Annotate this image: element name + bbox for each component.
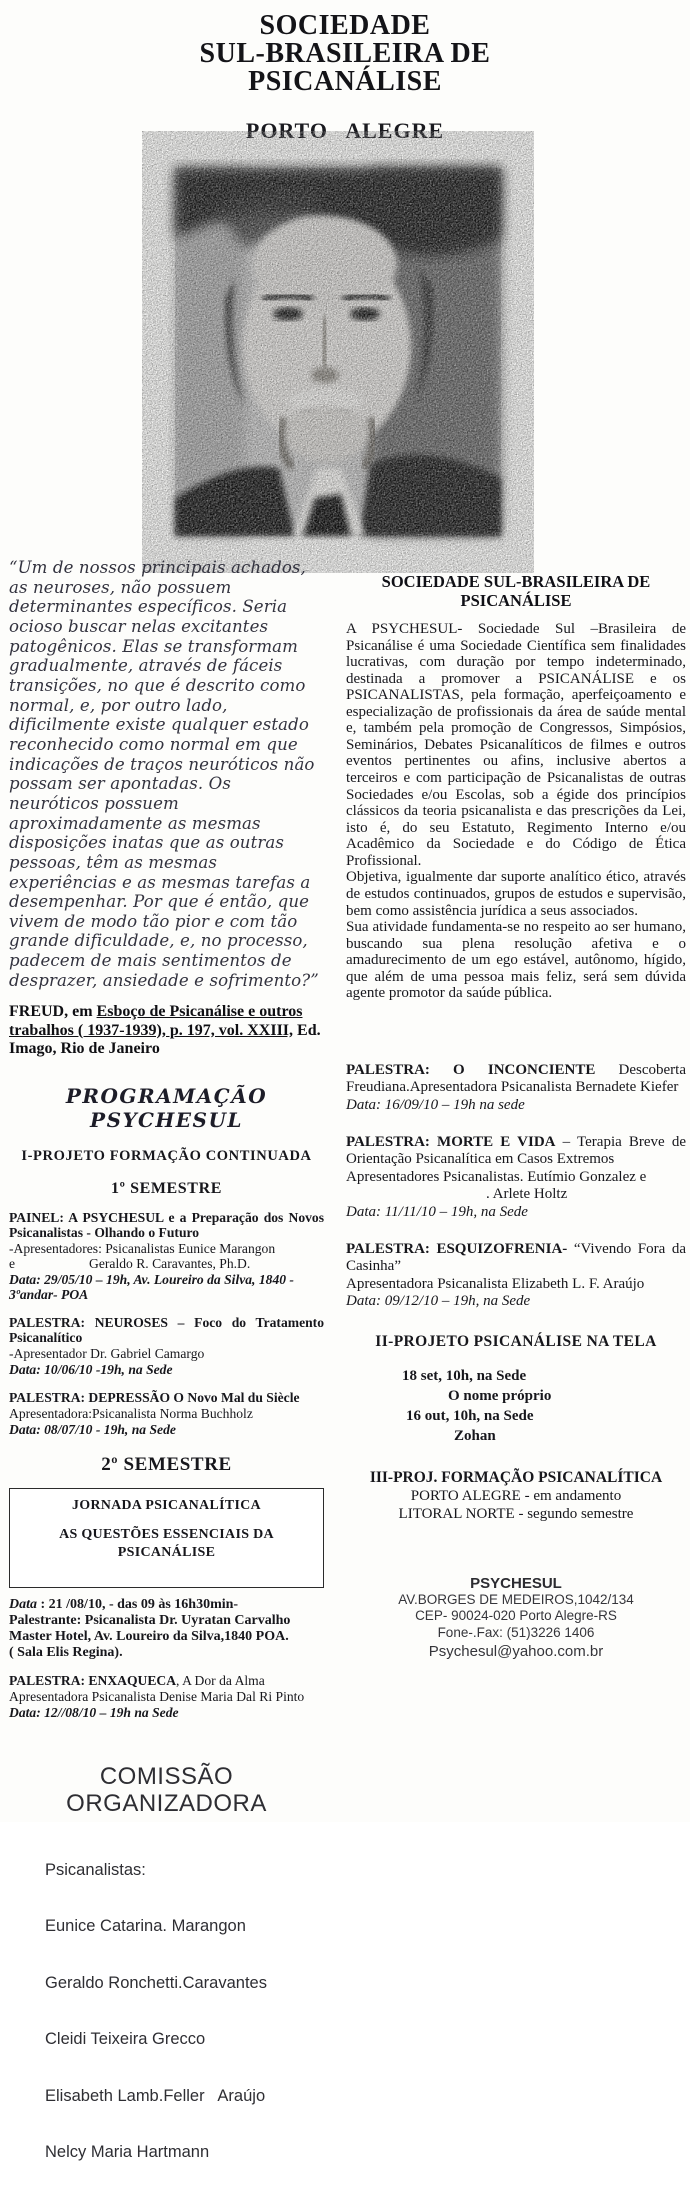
about-body [346, 621, 686, 1002]
contact-phone: Fone-.Fax: (51)3226 1406 [437, 1625, 595, 1641]
content-columns [0, 558, 690, 2199]
right-column [332, 558, 690, 1660]
comissao-heading-line1: COMISSÃO [99, 1763, 234, 1791]
attribution-cited-work: Esboço de Psicanálise e outros trabalhos ( 1937-1939), p. 197, vol. XXIII, [9, 1003, 303, 1039]
jornada-box-subtitle: AS QUESTÕES ESSENCIAIS DA PSICANÁLISE [59, 1527, 274, 1560]
comissao-member: Geraldo Ronchetti.Caravantes [45, 1973, 267, 1992]
event-depressao-presenter: Apresentadora:Psicanalista Norma Buchholz [9, 1406, 253, 1422]
event-painel [9, 1211, 324, 1304]
jornada-date [9, 1597, 324, 1613]
project1-title: I-PROJETO FORMAÇÃO CONTINUADA [21, 1147, 312, 1164]
jornada-box-title: JORNADA PSICANALÍTICA [72, 1497, 261, 1512]
event-neuroses-presenter: -Apresentador Dr. Gabriel Camargo [9, 1346, 205, 1362]
palestra-esquizofrenia-date: Data: 09/12/10 – 19h, na Sede [346, 1293, 531, 1310]
event-painel-presenters2 [9, 1257, 324, 1272]
palestra-inconciente [346, 1062, 686, 1114]
contact-email: Psychesul@yahoo.com.br [428, 1643, 604, 1661]
jornada-details [9, 1597, 324, 1661]
comissao-heading-line2: ORGANIZADORA [66, 1790, 267, 1818]
program-heading: PROGRAMAÇÃO PSYCHESUL [65, 1083, 268, 1132]
palestra-morte-vida-date: Data: 11/11/10 – 19h, na Sede [346, 1203, 528, 1220]
event-enxaqueca-title-bold: PALESTRA: ENXAQUECA [9, 1673, 177, 1689]
comissao-member: Nelcy Maria Hartmann [45, 2143, 210, 2161]
screening-date-1: 18 set, 10h, na Sede [402, 1367, 527, 1384]
contact-cep: CEP- 90024-020 Porto Alegre-RS [415, 1608, 617, 1624]
comissao-member: Elisabeth Lamb.Feller Araújo [45, 2086, 266, 2105]
comissao-label: Psicanalistas: [45, 1861, 146, 1880]
palestra-morte-vida-presenters1: Apresentadores Psicanalistas. Eutímio Gonzalez e [346, 1168, 647, 1185]
contact-address: AV.BORGES DE MEDEIROS,1042/134 [398, 1591, 634, 1607]
semester2-label: 2º SEMESTRE [101, 1454, 232, 1475]
event-depressao [9, 1391, 324, 1438]
page-title-line-1: SOCIEDADE [259, 10, 431, 41]
presenter-name: Geraldo R. Caravantes, Ph.D. [89, 1256, 251, 1272]
about-paragraph-3: Sua atividade fundamenta-se no respeito ao ser humano, buscando sua plena resolução afetiva e o amadurecimento de um ego estável, autônomo, hígido, que além de uma pessoa mais feliz, será sem dúvida agente promotor da saúde pública. [346, 919, 686, 1002]
event-neuroses-date: Data: 10/06/10 -19h, na Sede [9, 1362, 173, 1378]
event-painel-presenters1: -Apresentadores: Psicanalistas Eunice Marangon [9, 1240, 276, 1256]
jornada-date-label: Data [9, 1597, 37, 1612]
palestra-inconciente-date: Data: 16/09/10 – 19h na sede [346, 1096, 525, 1113]
projeto2-schedule [346, 1367, 686, 1445]
city-subtitle: PORTO ALEGRE [245, 118, 445, 143]
palestra-morte-vida-title-bold: PALESTRA: MORTE E VIDA [346, 1134, 556, 1151]
palestra-inconciente-title-rest: Descoberta Freudiana.Apresentadora Psicanalista Bernadete Kiefer [346, 1061, 686, 1096]
palestra-inconciente-title-bold: PALESTRA: O INCONCIENTE [346, 1061, 596, 1078]
contact-block [346, 1575, 686, 1661]
palestra-inconciente-title [346, 1062, 686, 1097]
semester1-label: 1º SEMESTRE [110, 1179, 223, 1197]
jornada-speaker: Palestrante: Psicanalista Dr. Uyratan Carvalho [9, 1613, 291, 1629]
palestra-morte-vida-title [346, 1134, 686, 1169]
jornada-room: ( Sala Elis Regina). [9, 1645, 123, 1661]
event-neuroses-title: PALESTRA: NEUROSES – Foco do Tratamento Psicanalítico [9, 1315, 324, 1346]
projeto3-heading: III-PROJ. FORMAÇÃO PSICANALÍTICA [369, 1468, 663, 1486]
event-enxaqueca-presenter: Apresentadora Psicanalista Denise Maria Dal Ri Pinto [9, 1689, 305, 1705]
comissao-member: Cleidi Teixeira Grecco [45, 2030, 206, 2049]
event-enxaqueca-title-rest: , A Dor da Alma [176, 1673, 265, 1689]
jornada-venue: Master Hotel, Av. Loureiro da Silva,1840 POA. [9, 1629, 289, 1645]
comissao-list [45, 1823, 324, 2199]
palestra-esquizofrenia-title-rest: “Vivendo Fora da Casinha” [346, 1241, 686, 1275]
comissao-section [9, 1763, 324, 2199]
projeto3-section [346, 1469, 686, 1523]
about-paragraph-2: Objetiva, igualmente dar suporte analítico ético, através de estudos continuados, grupos de estudos e supervisão, bem como assistência jurídica a seus associados. [346, 869, 686, 919]
event-depressao-title: PALESTRA: DEPRESSÃO O Novo Mal du Siècle [9, 1390, 300, 1406]
about-paragraph-1: A PSYCHESUL- Sociedade Sul –Brasileira de Psicanálise é uma Sociedade Científica sem finalidades lucrativas, com duração por tempo indeterminado, destinada a promover a PSICANÁLISE e os PSICANALISTAS, pela formação, aperfeiçoamento e especialização de profissionais da área de saúde mental e, também pela promoção de Congressos, Simpósios, Seminários, Debates Psicanalíticos de filmes e outros eventos pertinentes ou afins, inclusive abertos a terceiros e com participação de Psicanalistas de outras Sociedades e/ou Escolas, sob a égide dos princípios clássicos da teoria psicanalista e das prescrições da Lei, isto é, do seu Estatuto, Regimento Interno e/ou Acadêmico da Sociedade e do Código de Ética Profissional. [346, 620, 686, 869]
screening-movie-1: O nome próprio [448, 1387, 552, 1404]
freud-portrait-photo [175, 168, 501, 536]
projeto3-line1: PORTO ALEGRE - em andamento [410, 1487, 622, 1504]
left-column [0, 558, 332, 2199]
event-depressao-date: Data: 08/07/10 - 19h, na Sede [9, 1422, 176, 1438]
attribution-prefix: FREUD, em [9, 1003, 97, 1021]
jornada-box [9, 1488, 324, 1588]
quote-attribution [9, 1003, 324, 1058]
event-painel-title: PAINEL: A PSYCHESUL e a Preparação dos Novos Psicanalistas - Olhando o Futuro [9, 1209, 324, 1240]
palestra-esquizofrenia-title-bold: PALESTRA: ESQUIZOFRENIA- [346, 1241, 568, 1257]
palestra-esquizofrenia-presenter: Apresentadora Psicanalista Elizabeth L. F. Araújo [346, 1275, 645, 1292]
jornada-date-rest: : 21 /08/10, - das 09 às 16h30min- [37, 1597, 239, 1612]
event-neuroses [9, 1316, 324, 1378]
event-painel-date: Data: 29/05/10 – 19h, Av. Loureiro da Silva, 1840 - 3ºandar- POA [9, 1272, 294, 1303]
event-enxaqueca-date: Data: 12//08/10 – 19h na Sede [9, 1705, 179, 1721]
screening-movie-2: Zohan [454, 1427, 496, 1444]
comissao-heading [9, 1763, 324, 1817]
projeto3-line2: LITORAL NORTE - segundo semestre [398, 1505, 634, 1522]
freud-quote: “Um de nossos principais achados, as neuroses, não possuem determinantes específicos. Seria ocioso buscar nelas excitantes patogênicos. Elas se transformam gradualmente, através de fáceis transições, no que é descrito como normal, e, por outro lado, dificilmente existe qualquer estado reconhecido como normal em que indicações de traços neuróticos não possam ser apontadas. Os neuróticos possuem aproximadamente as mesmas disposições inatas que as outras pessoas, têm as mesmas experiências e as mesmas tarefas a desempenhar. Por que é então, que vivem de modo tão pior e com tão grande dificuldade, e, no processo, padecem de mais sentimentos de desprazer, ansiedade e sofrimento?” [9, 558, 319, 990]
presenter-conjunction: e [9, 1256, 16, 1272]
attribution-suffix: Ed. Imago, Rio de Janeiro [9, 1021, 321, 1058]
palestra-morte-vida [346, 1134, 686, 1221]
page-title-line-3: PSICANÁLISE [248, 66, 442, 97]
contact-name: PSYCHESUL [470, 1574, 562, 1592]
palestra-esquizofrenia [346, 1241, 686, 1311]
palestra-morte-vida-presenters2: . Arlete Holtz [486, 1186, 568, 1203]
freud-portrait-illustration [175, 168, 501, 536]
masthead [0, 0, 690, 144]
screening-date-2: 16 out, 10h, na Sede [406, 1407, 534, 1424]
palestra-esquizofrenia-title [346, 1241, 686, 1276]
projeto2-heading: II-PROJETO PSICANÁLISE NA TELA [375, 1332, 657, 1350]
page-title-line-2: SUL-BRASILEIRA DE [199, 38, 491, 69]
comissao-member: Eunice Catarina. Marangon [45, 1917, 246, 1936]
event-enxaqueca [9, 1674, 324, 1721]
about-heading: SOCIEDADE SUL-BRASILEIRA DE PSICANÁLISE [381, 572, 651, 611]
palestra-morte-vida-title-rest: – Terapia Breve de Orientação Psicanalítica em Casos Extremos [346, 1134, 687, 1168]
event-enxaqueca-title [9, 1674, 324, 1689]
